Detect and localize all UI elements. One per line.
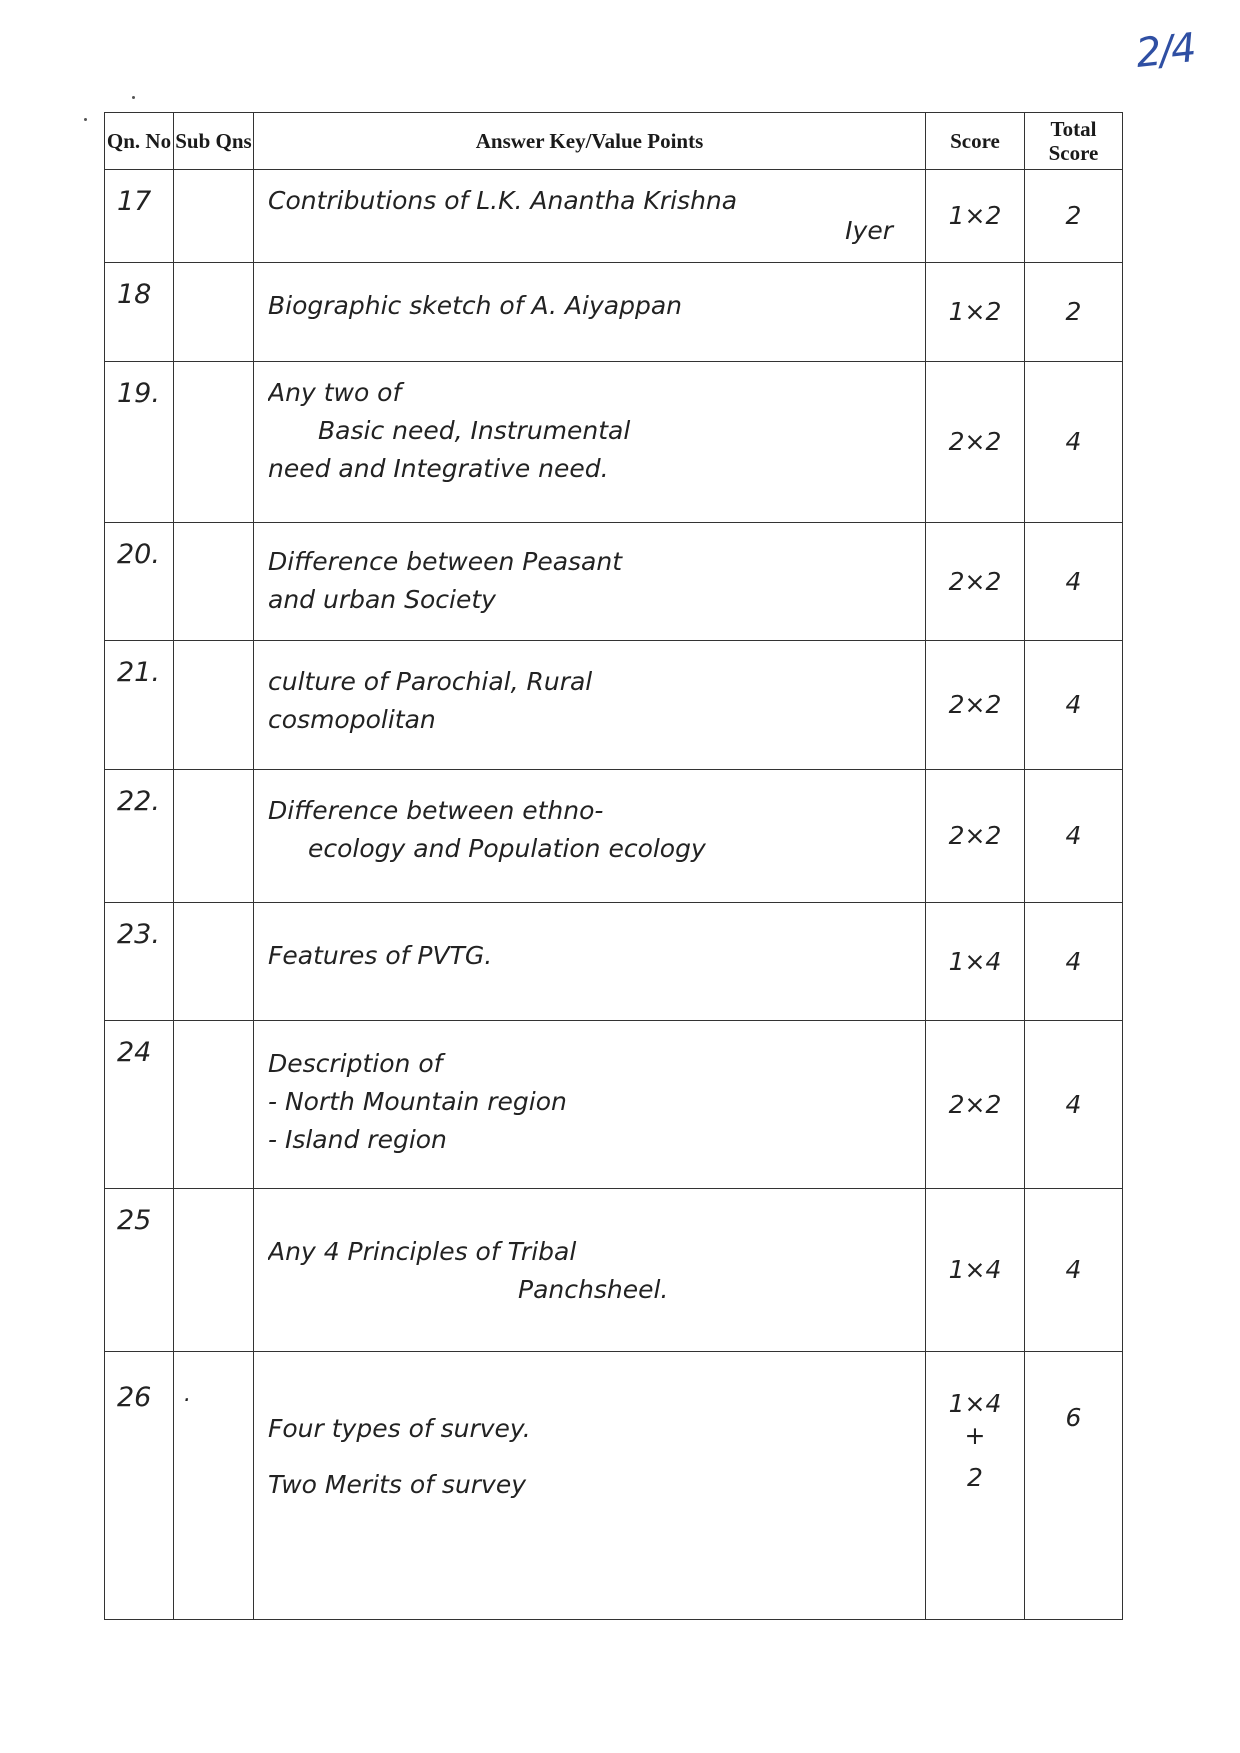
total-score (1025, 903, 1123, 1021)
answer-points (254, 170, 926, 263)
answer-points (254, 1352, 926, 1620)
total-score (1025, 770, 1123, 903)
table-row (105, 903, 1123, 1021)
total-score (1025, 263, 1123, 362)
answer-points (254, 1021, 926, 1189)
answer-line: Four types of survey. (268, 1414, 531, 1443)
table-row (105, 523, 1123, 641)
total-value: 6 (1065, 1403, 1082, 1432)
sub-question (174, 523, 254, 641)
score (926, 170, 1025, 263)
total-score (1025, 641, 1123, 770)
answer-line: Any two of (268, 378, 402, 407)
answer-line: and urban Society (268, 585, 496, 614)
answer-points (254, 641, 926, 770)
sub-question (174, 362, 254, 523)
total-value: 4 (1065, 1089, 1082, 1119)
answer-line: Difference between Peasant (268, 547, 623, 576)
score (926, 903, 1025, 1021)
score (926, 362, 1025, 523)
total-score (1025, 1021, 1123, 1189)
total-value: 4 (1065, 690, 1082, 719)
score (926, 770, 1025, 903)
answer-line: cosmopolitan (268, 705, 436, 734)
total-score (1025, 523, 1123, 641)
question-number: 22. (105, 770, 174, 903)
answer-points (254, 362, 926, 523)
sub-question (174, 1189, 254, 1352)
total-value: 2 (1065, 201, 1082, 230)
question-number: 19. (105, 362, 174, 523)
page-number: 2/4 (1133, 25, 1197, 77)
answer-line: - North Mountain region (268, 1087, 567, 1116)
answer-line: Contributions of L.K. Anantha Krishna (268, 186, 738, 215)
answer-points (254, 1189, 926, 1352)
answer-line: Basic need, Instrumental (318, 416, 631, 445)
answer-points (254, 903, 926, 1021)
stray-mark (132, 96, 135, 99)
total-score (1025, 362, 1123, 523)
answer-line: Description of (268, 1049, 443, 1078)
answer-points (254, 523, 926, 641)
question-number: 18 (105, 263, 174, 362)
table-row (105, 1021, 1123, 1189)
score-value: 2×2 (948, 566, 1002, 596)
header-answer-key: Answer Key/Value Points (254, 113, 926, 170)
question-number: 24 (105, 1021, 174, 1189)
total-value: 4 (1065, 427, 1082, 456)
answer-key-table (104, 112, 1123, 1620)
score-value: 1×4 (948, 1389, 1002, 1418)
answer-line: Any 4 Principles of Tribal (268, 1237, 577, 1266)
total-score (1025, 1352, 1123, 1620)
score-value: 1×2 (948, 201, 1002, 230)
answer-line: Difference between ethno- (268, 796, 604, 825)
header-qn-no: Qn. No (105, 113, 174, 170)
answer-line: Two Merits of survey (268, 1470, 527, 1499)
table-row (105, 770, 1123, 903)
question-number: 20. (105, 523, 174, 641)
score (926, 1352, 1025, 1620)
total-value: 4 (1065, 821, 1082, 850)
question-number: 25 (105, 1189, 174, 1352)
score-value: 1×4 (948, 1255, 1002, 1284)
question-number: 21. (105, 641, 174, 770)
table-row (105, 1352, 1123, 1620)
sub-question (174, 903, 254, 1021)
answer-points (254, 263, 926, 362)
score-value: 2×2 (948, 427, 1002, 456)
total-value: 4 (1065, 946, 1082, 976)
table-row (105, 362, 1123, 523)
table-row (105, 170, 1123, 263)
answer-line: Features of PVTG. (268, 941, 493, 970)
answer-points (254, 770, 926, 903)
question-number: 17 (105, 170, 174, 263)
score (926, 523, 1025, 641)
sub-question (174, 170, 254, 263)
total-value: 4 (1065, 566, 1082, 596)
sub-question (174, 770, 254, 903)
answer-line: ecology and Population ecology (308, 834, 706, 863)
score-value: + (964, 1421, 986, 1450)
question-number: 23. (105, 903, 174, 1021)
score (926, 1021, 1025, 1189)
answer-line: - Island region (268, 1125, 447, 1154)
score-value: 1×2 (948, 297, 1002, 326)
score-value: 2×2 (948, 690, 1002, 719)
score (926, 1189, 1025, 1352)
total-score (1025, 170, 1123, 263)
header-row (105, 113, 1123, 170)
total-value: 4 (1065, 1255, 1082, 1284)
question-number: 26 (105, 1352, 174, 1620)
total-value: 2 (1065, 297, 1082, 326)
table-row (105, 641, 1123, 770)
table-row (105, 263, 1123, 362)
sub-question (174, 641, 254, 770)
score-value: 2×2 (948, 1089, 1002, 1119)
score-value: 2×2 (948, 821, 1002, 850)
answer-line: need and Integrative need. (268, 454, 609, 483)
answer-line: culture of Parochial, Rural (268, 667, 593, 696)
sub-question (174, 1021, 254, 1189)
answer-line: Biographic sketch of A. Aiyappan (268, 291, 683, 320)
header-score: Score (926, 113, 1025, 170)
header-total-score: Total Score (1025, 113, 1123, 170)
score (926, 641, 1025, 770)
table-row (105, 1189, 1123, 1352)
score (926, 263, 1025, 362)
answer-line: Iyer (845, 216, 893, 245)
score-value: 1×4 (948, 946, 1002, 976)
score-value: 2 (967, 1463, 983, 1492)
stray-mark (84, 118, 87, 121)
total-score (1025, 1189, 1123, 1352)
header-sub-qns: Sub Qns (174, 113, 254, 170)
sub-question: . (174, 1352, 254, 1620)
sub-question (174, 263, 254, 362)
answer-line: Panchsheel. (518, 1275, 669, 1304)
